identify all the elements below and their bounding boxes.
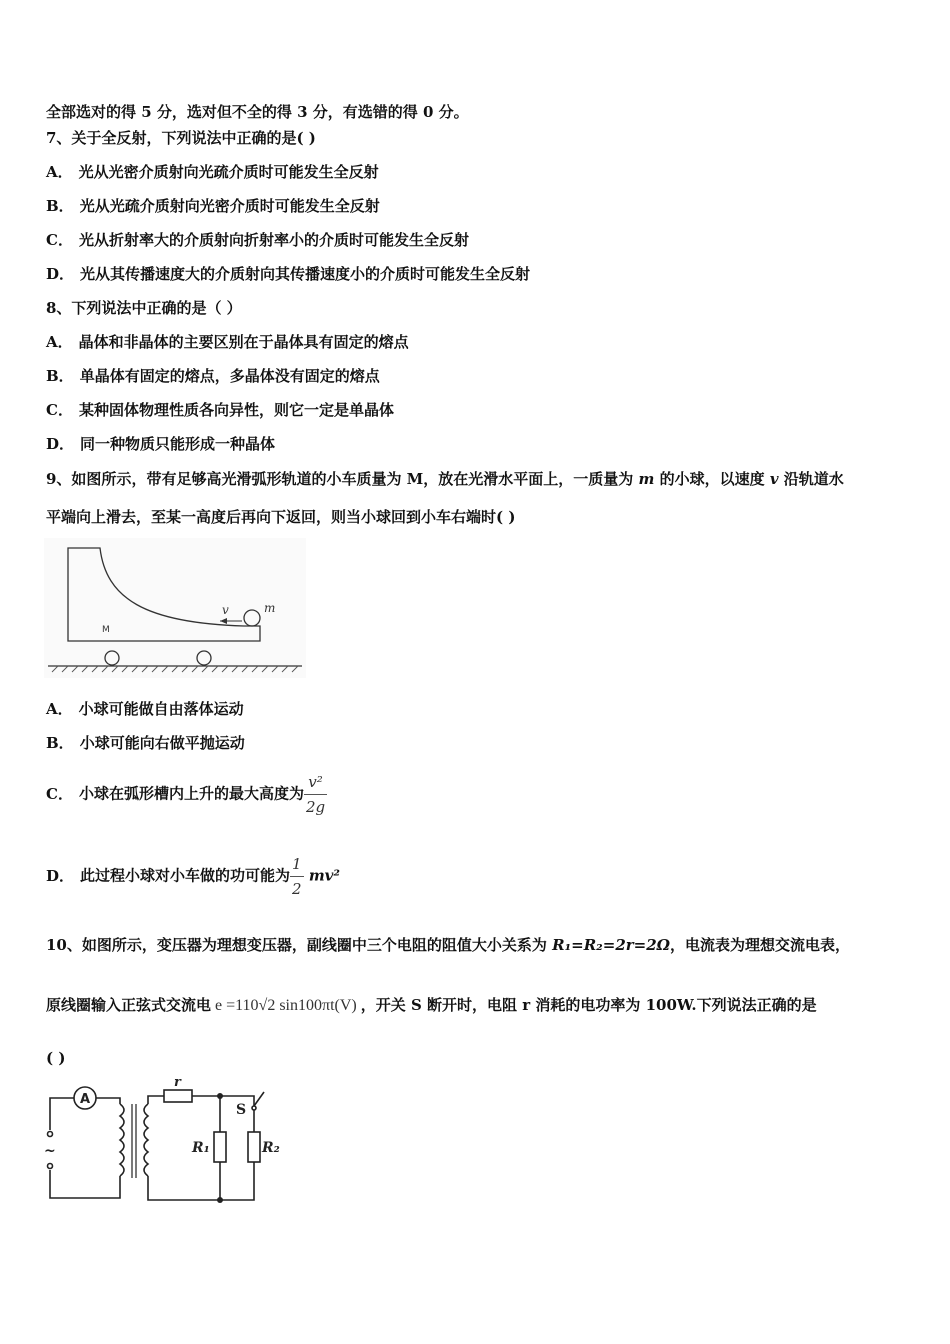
q8-option-b-label: B． [46,367,74,385]
q9-option-d-text: 此过程小球对小车做的功可能为 [80,866,291,885]
q10-stem1-part-b: ，电流表为理想交流电表， [670,936,851,954]
q7-option-b-label: B． [46,197,74,215]
q9-option-c-text: 小球在弧形槽内上升的最大高度为 [78,784,304,803]
q10-stem-line1 [46,935,850,955]
switch-label: S [236,1102,247,1118]
q10-resistance-relation: R₁=R₂=2r=2Ω [552,936,671,954]
q8-option-d-text: 同一种物质只能形成一种晶体 [80,435,276,453]
q9-stem-part-c: 沿轨道水 [778,470,844,488]
cart-mass-label: M [102,625,110,635]
q7-option-b[interactable] [46,196,380,216]
q8-option-c-text: 某种固体物理性质各向异性，则它一定是单晶体 [78,401,394,419]
resistor-r-label: r [174,1075,181,1090]
q7-option-c[interactable] [46,230,469,250]
primary-wire-right [96,1098,120,1104]
q9-stem-part-a: 9、如图所示，带有足够高光滑弧形轨道的小车质量为 M，放在光滑水平面上，一质量为 [46,470,639,488]
q9-stem-line2: 平端向上滑去，至某一高度后再向下返回，则当小球回到小车右端时( ) [46,508,516,526]
q9-option-c-label: C． [46,784,73,803]
resistor-r2-label: R₂ [262,1140,280,1156]
q9-option-b-text: 小球可能向右做平抛运动 [79,734,245,752]
ac-source-symbol: ~ [44,1143,56,1159]
q7-option-c-text: 光从折射率大的介质射向折射率小的介质时可能发生全反射 [78,231,469,249]
secondary-wire-bottom [148,1176,254,1200]
resistor-r-shape [164,1090,192,1102]
q8-option-a-text: 晶体和非晶体的主要区别在于晶体具有固定的熔点 [78,333,409,351]
q7-option-a-text: 光从光密介质射向光疏介质时可能发生全反射 [78,163,379,181]
q10-stem-line3: ( ) [46,1049,66,1067]
q10-stem2-part-b: ，开关 S 断开时，电阻 r 消耗的电功率为 100W.下列说法正确的是 [360,996,817,1014]
q9-option-c[interactable] [46,770,327,819]
q9-stem-m: m [638,470,655,488]
switch-contact [252,1106,256,1110]
q9-option-d-label: D． [46,866,75,885]
terminal-top [48,1132,53,1137]
q8-option-d[interactable] [46,434,275,454]
q8-option-b[interactable] [46,366,380,386]
q9-option-d[interactable] [46,852,340,901]
secondary-wire-top [148,1096,164,1104]
instruction-text: 全部选对的得 5 分，选对但不全的得 3 分，有选错的得 0 分。 [46,103,469,121]
q10-stem-line2 [46,995,817,1016]
primary-wire-bottom [50,1170,120,1198]
junction-bottom [217,1197,223,1203]
q10-stem1-part-a: 10、如图所示，变压器为理想变压器，副线圈中三个电阻的阻值大小关系为 [46,936,553,954]
q9-option-b[interactable] [46,733,245,753]
q10-circuit-figure [40,1074,280,1210]
q8-option-c-label: C． [46,401,73,419]
q8-option-c[interactable] [46,400,394,420]
q7-option-a[interactable] [46,162,379,182]
resistor-r2-shape [248,1132,260,1162]
q8-stem: 8、下列说法中正确的是（ ） [46,299,242,317]
q7-option-b-text: 光从光疏介质射向光密介质时可能发生全反射 [79,197,380,215]
q9-cart-figure [44,538,306,678]
fraction-denominator: 2g [304,794,327,819]
switch-lever [254,1092,264,1106]
secondary-coil [144,1104,148,1176]
q9-option-b-label: B． [46,734,74,752]
resistor-r1-label: R₁ [192,1140,210,1156]
q10-emf-formula: e =110√2 sin100πt(V) [215,997,357,1014]
ammeter-label: A [80,1092,91,1107]
q9-stem-v: v [769,470,779,488]
terminal-bottom [48,1164,53,1169]
primary-coil [120,1104,124,1176]
q10-stem2-part-a: 原线圈输入正弦式交流电 [46,996,212,1014]
fraction-numerator: 1 [292,855,302,873]
q8-option-b-text: 单晶体有固定的熔点，多晶体没有固定的熔点 [79,367,380,385]
q7-stem: 7、关于全反射，下列说法中正确的是( ) [46,129,316,147]
q9-option-d-tail: mv² [308,866,340,885]
resistor-r1-shape [214,1132,226,1162]
q9-stem-part-b: 的小球，以速度 [654,470,770,488]
q9-option-c-fraction [304,770,327,819]
junction-top [217,1093,223,1099]
fraction-numerator: v² [308,773,323,791]
fraction-denominator: 2 [290,876,304,901]
primary-wire-top [50,1098,74,1130]
q9-stem-line1 [46,469,844,489]
q7-option-d-label: D． [46,265,75,283]
ball-mass-label: m [264,601,276,615]
q9-option-a-label: A． [46,700,73,718]
q8-option-d-label: D． [46,435,75,453]
q7-option-d[interactable] [46,264,530,284]
velocity-label: v [222,603,229,617]
q9-option-d-fraction [290,852,304,901]
q8-option-a-label: A． [46,333,73,351]
q7-option-a-label: A． [46,163,73,181]
q9-option-a[interactable] [46,699,244,719]
q8-option-a[interactable] [46,332,409,352]
q7-option-d-text: 光从其传播速度大的介质射向其传播速度小的介质时可能发生全反射 [80,265,531,283]
q9-option-a-text: 小球可能做自由落体运动 [78,700,244,718]
q7-option-c-label: C． [46,231,73,249]
